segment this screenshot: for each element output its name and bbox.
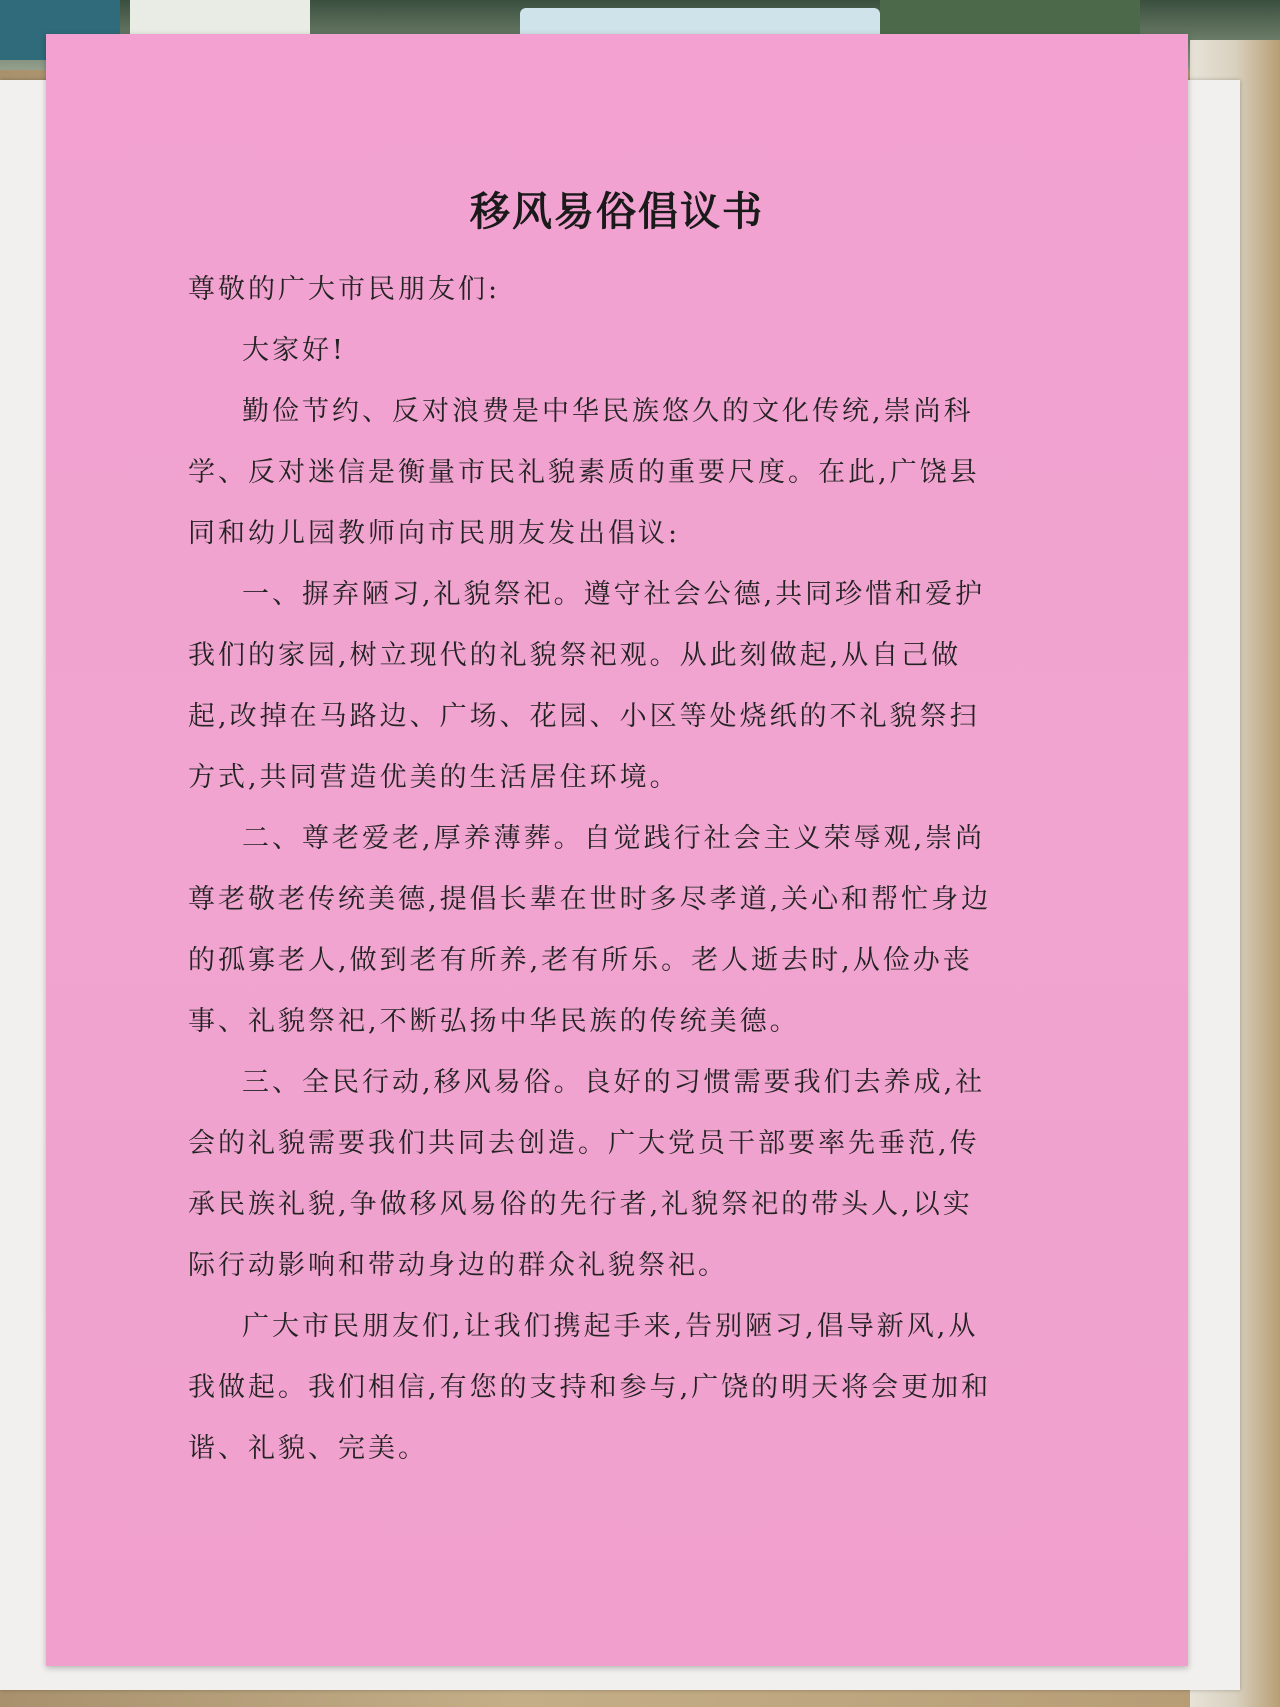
pink-document-sheet [46,34,1188,1666]
salutation: 尊敬的广大市民朋友们: [188,274,501,305]
paragraph-three: 三、全民行动,移风易俗。良好的习惯需要我们去养成,社会的礼貌需要我们共同去创造。广大党员干部要率先垂范,传承民族礼貌,争做移风易俗的先行者,礼貌祭祀的带头人,以实际行动影响和带动身边的群众礼貌祭祀。 [188,1067,986,1281]
paragraph-two: 二、尊老爱老,厚养薄葬。自觉践行社会主义荣辱观,崇尚尊老敬老传统美德,提倡长辈在世时多尽孝道,关心和帮忙身边的孤寡老人,做到老有所养,老有所乐。老人逝去时,从俭办丧事、礼貌祭祀,不断弘扬中华民族的传统美德。 [188,823,992,1037]
document-title: 移风易俗倡议书 [470,189,764,235]
greeting: 大家好! [242,335,346,366]
document-body [188,259,998,1479]
paragraph-intro: 勤俭节约、反对浪费是中华民族悠久的文化传统,崇尚科学、反对迷信是衡量市民礼貌素质的重要尺度。在此,广饶县同和幼儿园教师向市民朋友发出倡议: [188,396,980,549]
paragraph-closing: 广大市民朋友们,让我们携起手来,告别陋习,倡导新风,从我做起。我们相信,有您的支持和参与,广饶的明天将会更加和谐、礼貌、完美。 [188,1311,992,1464]
paragraph-one: 一、摒弃陋习,礼貌祭祀。遵守社会公德,共同珍惜和爱护我们的家园,树立现代的礼貌祭祀观。从此刻做起,从自己做起,改掉在马路边、广场、花园、小区等处烧纸的不礼貌祭扫方式,共同营造优美的生活居住环境。 [188,579,986,793]
